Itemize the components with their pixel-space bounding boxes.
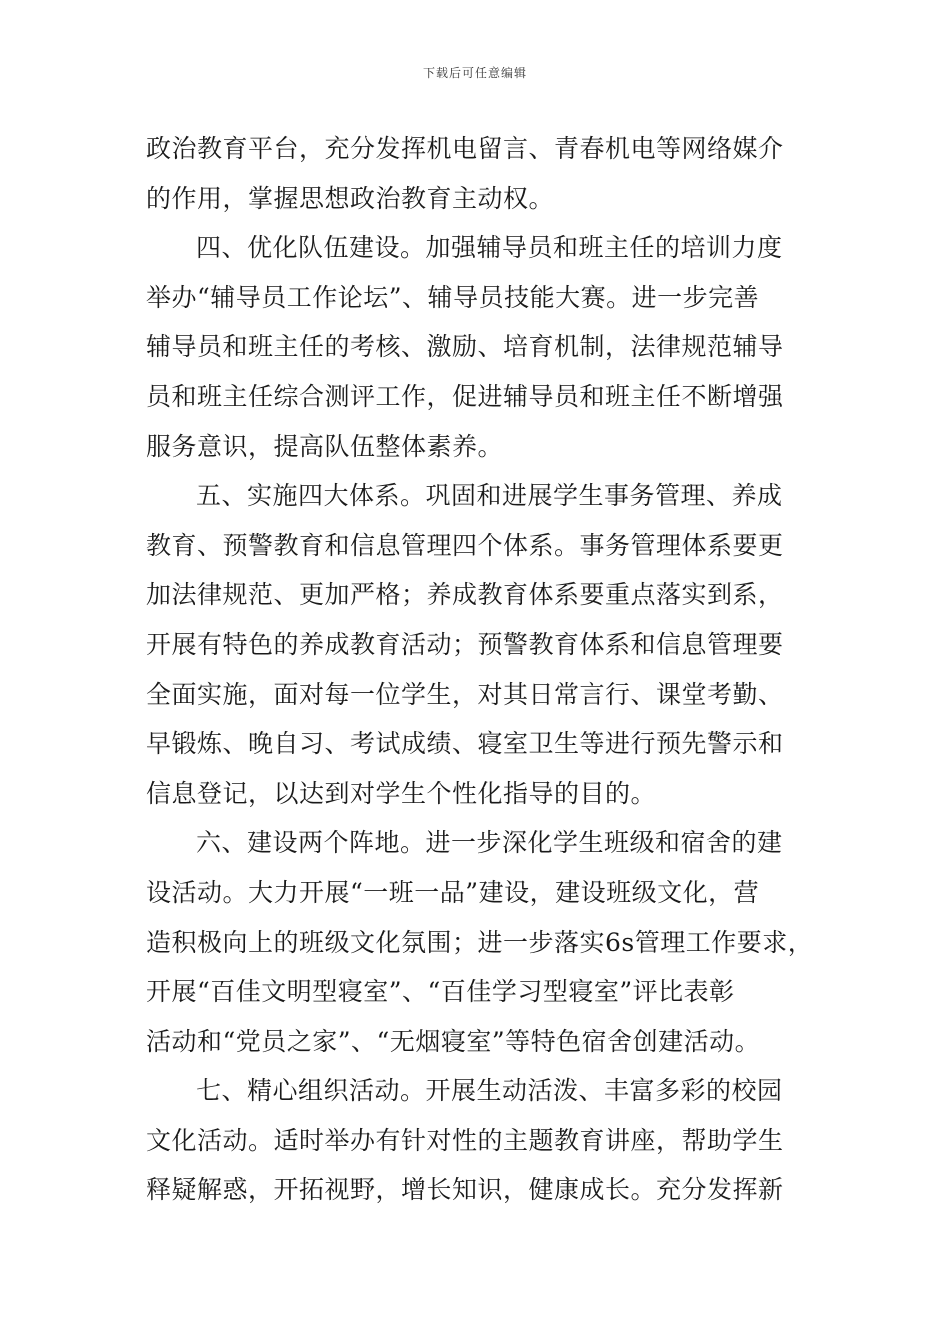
- text-line: 员和班主任综合测评工作，促进辅导员和班主任不断增强: [146, 381, 784, 411]
- text-line: 活动和“党员之家”、“无烟寝室”等特色宿舍创建活动。: [146, 1026, 761, 1056]
- text-line: 六、建设两个阵地。进一步深化学生班级和宿舍的建: [196, 828, 783, 858]
- paragraph-two-positions: [146, 818, 814, 1066]
- text-line: 举办“辅导员工作论坛”、辅导员技能大赛。进一步完善: [146, 282, 760, 312]
- paragraph-continuation: [146, 124, 810, 223]
- text-line: 造积极向上的班级文化氛围；进一步落实6s管理工作要求，: [146, 927, 814, 957]
- text-line: 释疑解惑，开拓视野，增长知识，健康成长。充分发挥新: [146, 1175, 784, 1205]
- document-body: [146, 124, 814, 1215]
- text-line: 教育、预警教育和信息管理四个体系。事务管理体系要更: [146, 530, 784, 560]
- text-line: 开展“百佳文明型寝室”、“百佳学习型寝室”评比表彰: [146, 977, 735, 1007]
- text-line: 七、精心组织活动。开展生动活泼、丰富多彩的校园: [196, 1076, 783, 1106]
- paragraph-team-building: [146, 223, 810, 471]
- page-header-note: 下载后可任意编辑: [422, 66, 527, 80]
- text-line: 辅导员和班主任的考核、激励、培育机制，法律规范辅导: [146, 332, 784, 362]
- text-line: 信息登记，以达到对学生个性化指导的目的。: [146, 778, 657, 808]
- text-line: 开展有特色的养成教育活动；预警教育体系和信息管理要: [146, 629, 784, 659]
- text-line: 全面实施，面对每一位学生，对其日常言行、课堂考勤、: [146, 679, 784, 709]
- text-line: 早锻炼、晚自习、考试成绩、寝室卫生等进行预先警示和: [146, 729, 784, 759]
- text-line: 设活动。大力开展“一班一品”建设，建设班级文化，营: [146, 877, 760, 907]
- text-line: 的作用，掌握思想政治教育主动权。: [146, 183, 555, 213]
- paragraph-activities: [146, 1066, 810, 1215]
- text-line: 加法律规范、更加严格；养成教育体系要重点落实到系，: [146, 580, 784, 610]
- text-line: 文化活动。适时举办有针对性的主题教育讲座，帮助学生: [146, 1125, 784, 1155]
- text-line: 五、实施四大体系。巩固和进展学生事务管理、养成: [196, 481, 783, 511]
- text-line: 服务意识，提高队伍整体素养。: [146, 431, 504, 461]
- text-line: 政治教育平台，充分发挥机电留言、青春机电等网络媒介: [146, 134, 784, 163]
- text-line: 四、优化队伍建设。加强辅导员和班主任的培训力度: [196, 233, 783, 263]
- paragraph-four-systems: [146, 471, 810, 818]
